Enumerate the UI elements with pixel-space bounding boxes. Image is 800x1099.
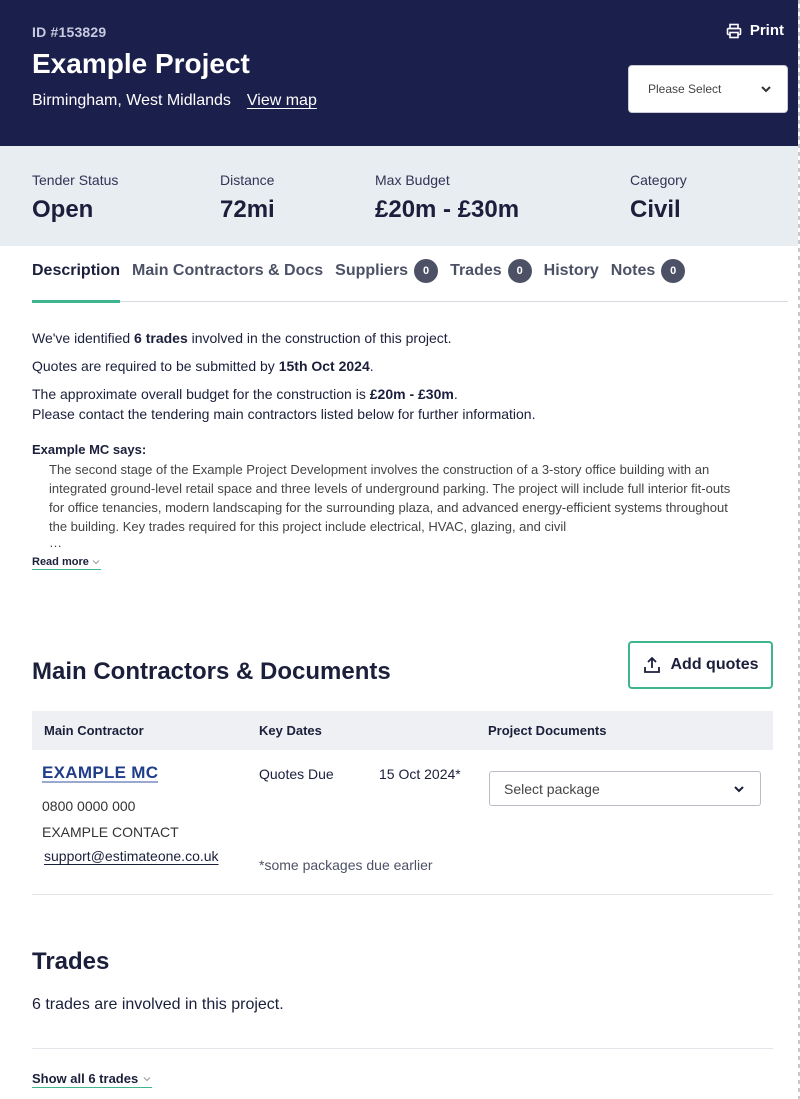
stat-label: Tender Status (32, 172, 119, 188)
package-select-value: Select package (504, 780, 600, 797)
tab-label: Description (32, 262, 121, 279)
package-select[interactable] (489, 771, 761, 806)
text: involved in the construction of this project. (187, 330, 452, 346)
add-quotes-label: Add quotes (670, 656, 759, 673)
status-select-value: Please Select (648, 82, 722, 96)
print-label: Print (749, 22, 784, 39)
stat-distance (220, 172, 275, 224)
tab-trades[interactable] (450, 262, 532, 302)
project-stats (0, 146, 798, 246)
show-all-trades-label: Show all 6 trades (32, 1071, 139, 1086)
budget-line (32, 384, 772, 404)
stat-label: Category (630, 172, 687, 188)
add-quotes-button[interactable] (628, 641, 773, 689)
column-header: Key Dates (259, 723, 322, 738)
text: Quotes are required to be submitted by (32, 358, 279, 374)
count-badge: 0 (414, 259, 438, 283)
contact-line: Please contact the tendering main contractors listed below for further information. (32, 406, 536, 422)
key-date-note: *some packages due earlier (259, 857, 433, 873)
text: The approximate overall budget for the construction is (32, 386, 370, 402)
project-tabs (32, 262, 788, 302)
contractor-contact: EXAMPLE CONTACT (42, 824, 179, 840)
quote-deadline: 15th Oct 2024 (278, 358, 370, 374)
project-title: Example Project (32, 48, 250, 79)
show-all-trades-link[interactable] (32, 1071, 152, 1088)
column-header: Project Documents (488, 723, 607, 738)
divider (32, 1048, 773, 1049)
view-map-link[interactable]: View map (246, 92, 317, 109)
contractor-email-link[interactable]: support@estimateone.co.uk (44, 848, 219, 864)
trades-summary-line (32, 328, 772, 348)
quote-ellipsis: … (49, 535, 62, 550)
key-date-value: 15 Oct 2024* (379, 766, 461, 782)
chevron-down-icon (759, 82, 773, 96)
budget-value: £20m - £30m (369, 386, 454, 402)
stat-category (630, 172, 687, 224)
stat-label: Distance (220, 172, 275, 188)
project-id: ID #153829 (32, 24, 107, 40)
tab-label: Suppliers (335, 262, 409, 279)
stat-max-budget (375, 172, 519, 224)
contractors-table-header (32, 711, 773, 750)
print-button[interactable] (726, 22, 784, 39)
count-badge: 0 (661, 259, 685, 283)
stat-value: Civil (630, 196, 681, 223)
table-row (32, 750, 773, 895)
status-select[interactable] (628, 65, 788, 113)
upload-icon (643, 656, 661, 674)
stat-value: Open (32, 196, 94, 223)
project-location: Birmingham, West Midlands (32, 92, 231, 109)
trades-summary: 6 trades are involved in this project. (32, 996, 284, 1013)
text: We've identified (32, 330, 135, 346)
tab-label: Main Contractors & Docs (132, 262, 324, 279)
chevron-down-icon (142, 1074, 152, 1084)
tab-label: Trades (450, 262, 502, 279)
location-row (32, 92, 317, 110)
contractors-section-title: Main Contractors & Documents (32, 658, 391, 685)
stat-value: 72mi (220, 196, 275, 223)
key-date-label: Quotes Due (259, 766, 334, 782)
stat-tender-status (32, 172, 118, 224)
text: . (453, 386, 458, 402)
chevron-down-icon (91, 557, 101, 567)
stat-value: £20m - £30m (375, 196, 520, 223)
printer-icon (726, 23, 742, 39)
count-badge: 0 (508, 259, 532, 283)
tab-history[interactable] (544, 262, 599, 302)
column-header: Main Contractor (44, 723, 144, 738)
tab-main-contractors[interactable] (132, 262, 323, 302)
project-header (0, 0, 798, 146)
contractor-logo: EXAMPLE MC (42, 763, 159, 782)
mc-quote-text: The second stage of the Example Project Development involves the construction of a 3-story office building with an integrated ground-level retail space and three levels of underground parking. The project will include full interior fit-outs for office tenancies, modern landscaping for the surrounding plaza, and advanced energy-efficient systems throughout the building. Key trades required for this project include electrical, HVAC, glazing, and civil (49, 462, 731, 534)
stat-label: Max Budget (375, 172, 450, 188)
mc-says-heading: Example MC says: (32, 442, 147, 457)
description-panel (32, 328, 772, 570)
read-more-label: Read more (32, 556, 89, 568)
tab-label: History (543, 262, 599, 279)
chevron-down-icon (732, 782, 746, 796)
read-more-link[interactable] (32, 555, 101, 570)
contractor-phone: 0800 0000 000 (42, 798, 136, 814)
quote-deadline-line (32, 356, 772, 376)
tab-label: Notes (610, 262, 656, 279)
trades-count: 6 trades (134, 330, 188, 346)
trades-section-title: Trades (32, 948, 110, 975)
tab-suppliers[interactable] (335, 262, 438, 302)
tab-notes[interactable] (611, 262, 685, 302)
tab-description[interactable] (32, 262, 120, 302)
text: . (369, 358, 374, 374)
